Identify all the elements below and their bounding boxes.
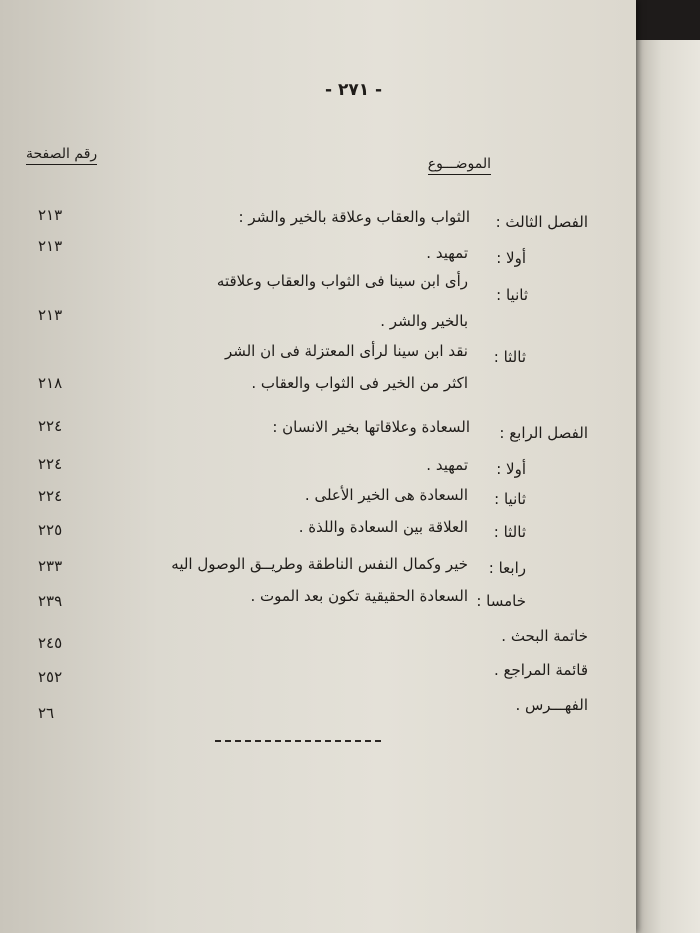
end-divider: [215, 740, 381, 742]
toc-page: ٢١٣: [38, 237, 63, 255]
toc-label: أولا :: [496, 249, 526, 267]
toc-label: الفصل الثالث :: [495, 213, 588, 231]
toc-title: السعادة الحقيقية تكون بعد الموت .: [250, 587, 468, 605]
toc-page: ٢٢٥: [38, 521, 63, 539]
toc-title: نقد ابن سينا لرأى المعتزلة فى ان الشر: [224, 342, 468, 360]
toc-label: ثالثا :: [493, 523, 526, 541]
toc-title: السعادة هى الخير الأعلى .: [304, 486, 468, 504]
toc-page: ٢٦: [38, 704, 55, 722]
page-column-header: رقم الصفحة: [26, 146, 97, 162]
toc-label: ثانيا :: [496, 286, 528, 304]
toc-title: الثواب والعقاب وعلاقة بالخير والشر :: [238, 208, 470, 226]
toc-label: رابعا :: [488, 559, 526, 577]
toc-title: السعادة وعلاقاتها بخير الانسان :: [272, 418, 470, 436]
toc-page: ٢١٣: [38, 306, 63, 324]
toc-label: ثانيا :: [494, 490, 526, 508]
toc-label: أولا :: [496, 460, 526, 478]
toc-title-continued: اكثر من الخير فى الثواب والعقاب .: [251, 374, 468, 392]
toc-label: ثالثا :: [493, 348, 526, 366]
subject-header: الموضـــوع: [428, 156, 491, 172]
toc-page: ٢٢٤: [38, 417, 63, 435]
toc-title: تمهيد .: [426, 456, 468, 474]
toc-title: العلاقة بين السعادة واللذة .: [298, 518, 468, 536]
toc-page: ٢٤٥: [38, 634, 63, 652]
toc-page: ٢٣٩: [38, 592, 63, 610]
toc-title: رأى ابن سينا فى الثواب والعقاب وعلاقته: [216, 272, 468, 290]
toc-page: ٢١٣: [38, 206, 63, 224]
facing-page-edge: [636, 40, 700, 933]
page-number: - ٢٧١ -: [325, 80, 383, 100]
toc-page: ٢٢٤: [38, 487, 63, 505]
toc-label: الفصل الرابع :: [499, 424, 588, 442]
toc-title: خير وكمال النفس الناطقة وطريــق الوصول اليه: [171, 555, 468, 573]
toc-page: ٢٣٣: [38, 557, 63, 575]
toc-label: خامسا :: [476, 592, 526, 610]
toc-page: ٢٥٢: [38, 668, 63, 686]
toc-page: ٢١٨: [38, 374, 63, 392]
toc-title-continued: بالخير والشر .: [380, 312, 468, 330]
toc-title: تمهيد .: [426, 244, 468, 262]
toc-closing-label: قائمة المراجع .: [493, 661, 588, 679]
toc-closing-label: الفهـــرس .: [515, 696, 588, 714]
toc-closing-label: خاتمة البحث .: [501, 627, 588, 645]
toc-page: ٢٢٤: [38, 455, 63, 473]
